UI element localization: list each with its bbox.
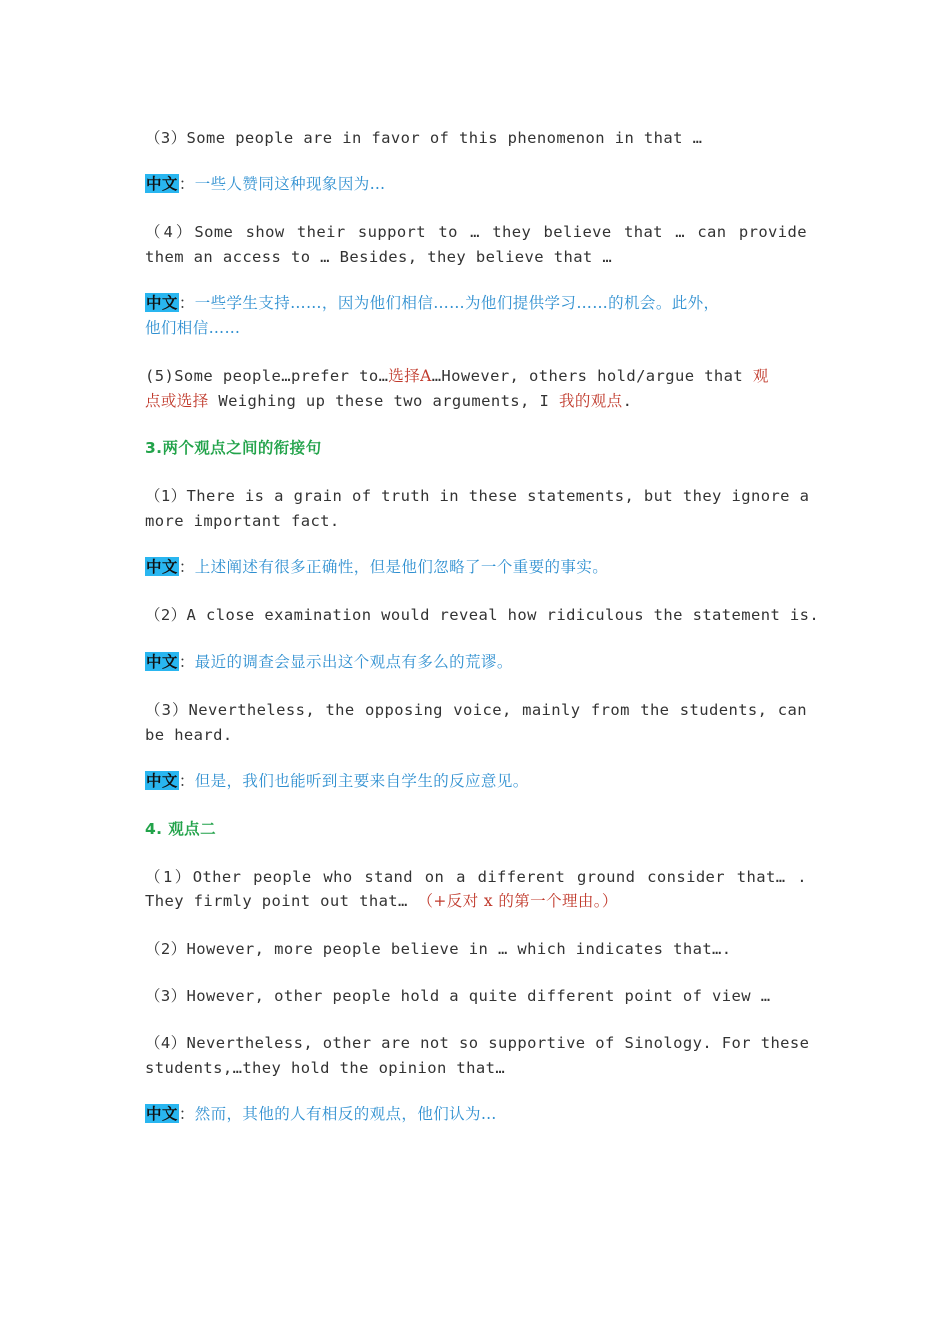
phrase-3 [145, 126, 807, 150]
zhongwen-tag: 中文 [146, 652, 178, 671]
zhongwen-tag: 中文 [146, 174, 178, 193]
phrase-text: （2）However, more people believe in … which indicates that…. [145, 940, 732, 958]
placeholder-viewpoint: 点或选择 [145, 392, 209, 410]
s4-phrase-4-line2 [145, 1056, 807, 1080]
placeholder-choice-a: 选择A [388, 367, 432, 385]
phrase-5-text: …However, others hold/argue that [431, 367, 753, 385]
s3-phrase-1-line2 [145, 509, 807, 533]
phrase-4-text-2: them an access to … Besides, they believe that … [145, 248, 613, 266]
s4-phrase-3 [145, 984, 807, 1008]
translation-text: 上述阐述有很多正确性，但是他们忽略了一个重要的事实。 [194, 558, 609, 576]
phrase-text: （1）There is a grain of truth in these statements, but they ignore a [145, 487, 810, 505]
section-4-heading: 4. 观点二 [145, 820, 216, 838]
s3-translation-1: 中文：上述阐述有很多正确性，但是他们忽略了一个重要的事实。 [146, 557, 609, 576]
translation-text: 一些人赞同这种现象因为… [194, 175, 386, 193]
phrase-text: be heard. [145, 726, 233, 744]
translation-text: 他们相信…… [145, 319, 241, 337]
zhongwen-tag: 中文 [146, 293, 178, 312]
phrase-4-line1 [145, 220, 807, 244]
translation-3: 中文：一些人赞同这种现象因为… [146, 174, 386, 193]
placeholder-my-view: 我的观点 [558, 392, 623, 410]
s4-phrase-1-line1 [145, 865, 807, 889]
phrase-text: （3）However, other people hold a quite different point of view … [145, 987, 771, 1005]
s4-phrase-4-line1 [145, 1031, 810, 1055]
zhongwen-tag: 中文 [146, 771, 178, 790]
phrase-text: （2）A close examination would reveal how ridiculous the statement is. [145, 606, 820, 624]
translation-text: 但是，我们也能听到主要来自学生的反应意见。 [194, 772, 529, 790]
phrase-text: They firmly point out that… [145, 892, 418, 910]
zhongwen-tag: 中文 [146, 1104, 178, 1123]
translation-4-line1: 中文：一些学生支持……，因为他们相信……为他们提供学习……的机会。此外， [146, 293, 720, 312]
phrase-4-line2 [145, 245, 807, 269]
s3-phrase-1-line1 [145, 484, 810, 508]
phrase-4-text-1: （4）Some show their support to … they believe that … can provide [145, 223, 807, 241]
zhongwen-tag: 中文 [146, 557, 178, 576]
placeholder-viewpoint: 观 [752, 367, 769, 385]
s3-translation-3: 中文：但是，我们也能听到主要来自学生的反应意见。 [146, 771, 529, 790]
section-3-heading: 3.两个观点之间的衔接句 [145, 439, 322, 457]
phrase-5-line2: 点或选择 Weighing up these two arguments, I 我的观点. [145, 392, 633, 410]
phrase-5-line1 [145, 364, 807, 388]
s4-phrase-1-line2 [145, 889, 807, 913]
phrase-text: （3）Nevertheless, the opposing voice, mainly from the students, can [145, 701, 807, 719]
translation-text: 然而，其他的人有相反的观点，他们认为… [194, 1105, 497, 1123]
placeholder-first-reason: （+反对 x 的第一个理由。） [417, 892, 618, 910]
s4-phrase-2 [145, 937, 807, 961]
phrase-text: students,…they hold the opinion that… [145, 1059, 506, 1077]
phrase-text: （1）Other people who stand on a different ground consider that… . [145, 868, 807, 886]
phrase-5-text: (5)Some people…prefer to… [145, 367, 389, 385]
translation-text: 最近的调查会显示出这个观点有多么的荒谬。 [194, 653, 513, 671]
phrase-text: more important fact. [145, 512, 340, 530]
translation-4-line2 [145, 316, 807, 340]
s4-translation-4: 中文：然而，其他的人有相反的观点，他们认为… [146, 1104, 497, 1123]
s3-translation-2: 中文：最近的调查会显示出这个观点有多么的荒谬。 [146, 652, 513, 671]
translation-text: 一些学生支持……，因为他们相信……为他们提供学习……的机会。此外， [194, 294, 720, 312]
phrase-5-text: Weighing up these two arguments, I [208, 392, 559, 410]
s3-phrase-3-line1 [145, 698, 807, 722]
phrase-3-text: （3）Some people are in favor of this phenomenon in that … [145, 129, 703, 147]
phrase-text: （4）Nevertheless, other are not so supportive of Sinology. For these [145, 1034, 810, 1052]
s3-phrase-3-line2 [145, 723, 807, 747]
s3-phrase-2 [145, 603, 820, 627]
